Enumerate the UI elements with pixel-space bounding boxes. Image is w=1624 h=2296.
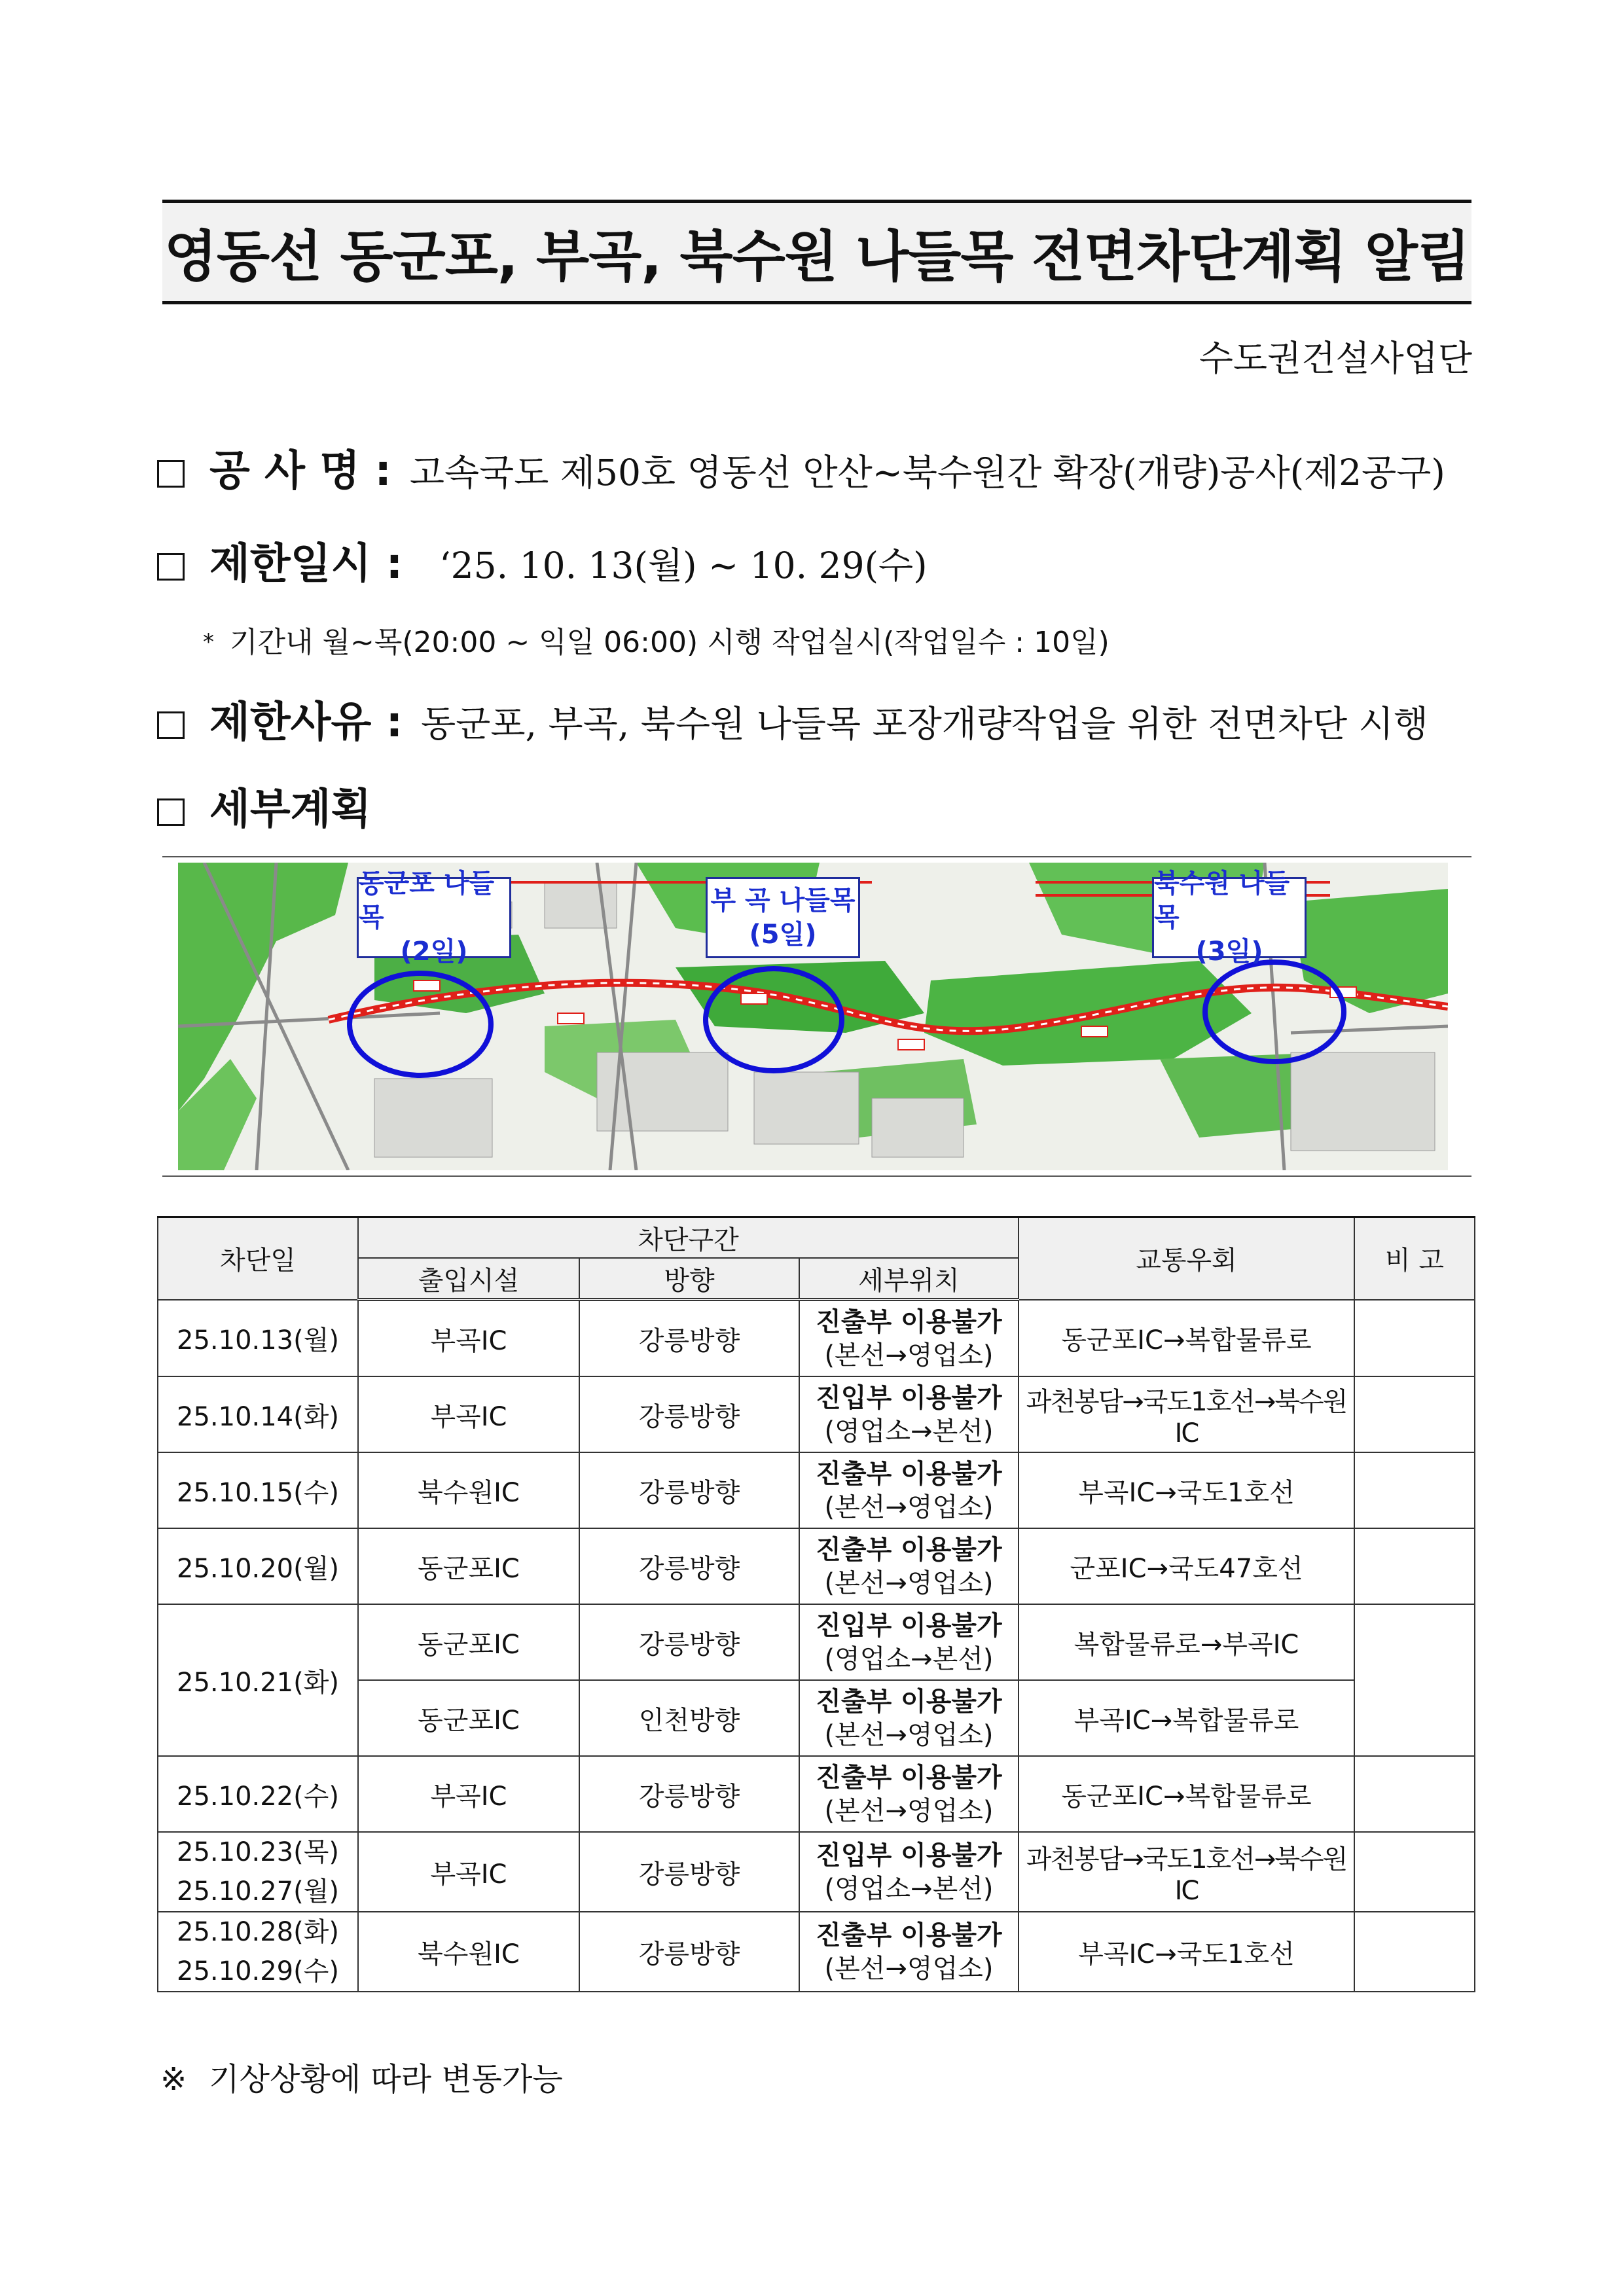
location-sub: (본선→영업소) (824, 1954, 994, 1984)
location-sub: (본선→영업소) (824, 1340, 994, 1371)
page-title: 영동선 동군포, 부곡, 북수원 나들목 전면차단계획 알림 (164, 224, 1470, 289)
cell-remarks (1354, 1832, 1475, 1912)
cell-remarks (1354, 1452, 1475, 1528)
location-sub: (본선→영업소) (824, 1568, 994, 1598)
table-row (158, 1300, 1475, 1377)
dates-label: 제한일시 : (209, 540, 403, 588)
date-start: 25.10.23(목) (177, 1837, 339, 1867)
cell-direction: 강릉방향 (579, 1376, 799, 1452)
cell-remarks (1354, 1756, 1475, 1832)
cell-direction: 강릉방향 (579, 1912, 799, 1992)
callout-days: (3일) (1195, 937, 1263, 967)
cell-facility: 부곡IC (358, 1832, 579, 1912)
cell-detour: 군포IC→국도47호선 (1019, 1528, 1354, 1604)
date-end: 25.10.29(수) (177, 1956, 339, 1986)
callout-days: (2일) (400, 937, 468, 967)
cell-detour: 부곡IC→국도1호선 (1019, 1912, 1354, 1992)
reason-label: 제한사유 : (209, 698, 403, 747)
cell-direction: 강릉방향 (579, 1756, 799, 1832)
cell-facility: 동군포IC (358, 1528, 579, 1604)
location-sub: (영업소→본선) (824, 1416, 994, 1446)
location-sub: (본선→영업소) (824, 1796, 994, 1826)
cell-direction: 강릉방향 (579, 1300, 799, 1377)
table-row (158, 1756, 1475, 1832)
cell-date (158, 1912, 358, 1992)
dates-note-text: 기간내 월~목(20:00 ~ 익일 06:00) 시행 작업실시(작업일수 : 10일) (230, 626, 1110, 659)
cell-direction: 강릉방향 (579, 1452, 799, 1528)
organization-name: 수도권건설사업단 (1199, 338, 1472, 379)
reason-value: 동군포, 부곡, 북수원 나들목 포장개량작업을 위한 전면차단 시행 (421, 703, 1428, 745)
project-item (157, 437, 1445, 497)
location-main: 진출부 이용불가 (816, 1920, 1002, 1950)
cell-remarks (1354, 1376, 1475, 1452)
cell-location (799, 1300, 1019, 1377)
map-top-rule (162, 856, 1471, 857)
cell-remarks (1354, 1912, 1475, 1992)
detail-label: 세부계획 (209, 785, 372, 834)
cell-facility: 동군포IC (358, 1680, 579, 1756)
callout-days: (5일) (749, 920, 817, 950)
date-end: 25.10.27(월) (177, 1876, 339, 1907)
checkbox-square-icon (157, 460, 185, 488)
cell-direction: 인천방향 (579, 1680, 799, 1756)
cell-location (799, 1756, 1019, 1832)
callout-name: 북수원 나들목 (1154, 869, 1290, 933)
cell-date: 25.10.15(수) (158, 1452, 358, 1528)
cell-facility: 북수원IC (358, 1452, 579, 1528)
cell-location (799, 1528, 1019, 1604)
cell-facility: 북수원IC (358, 1912, 579, 1992)
cell-facility: 동군포IC (358, 1604, 579, 1680)
cell-date: 25.10.20(월) (158, 1528, 358, 1604)
location-main: 진출부 이용불가 (816, 1763, 1002, 1793)
callout-dongunpo (357, 869, 511, 967)
cell-facility: 부곡IC (358, 1756, 579, 1832)
checkbox-square-icon (157, 798, 185, 826)
cell-remarks (1354, 1300, 1475, 1377)
cell-location (799, 1376, 1019, 1452)
location-sub: (본선→영업소) (824, 1492, 994, 1522)
asterisk-mark: * (203, 629, 214, 655)
table-row (158, 1912, 1475, 1992)
checkbox-square-icon (157, 553, 185, 581)
callout-name: 부 곡 나들목 (710, 886, 856, 916)
callout-bugsuwon (1152, 869, 1307, 967)
cell-location (799, 1604, 1019, 1680)
location-sub: (영업소→본선) (824, 1874, 994, 1904)
dates-note (203, 619, 1110, 660)
footnote (160, 2054, 563, 2099)
cell-detour: 과천봉담→국도1호선→북수원IC (1019, 1832, 1354, 1912)
location-main: 진입부 이용불가 (816, 1840, 1002, 1871)
cell-date: 25.10.13(월) (158, 1300, 358, 1377)
cell-facility: 부곡IC (358, 1300, 579, 1377)
cell-remarks (1354, 1528, 1475, 1604)
cell-detour: 동군포IC→복합물류로 (1019, 1756, 1354, 1832)
title-banner (162, 200, 1471, 304)
cell-detour: 부곡IC→국도1호선 (1019, 1452, 1354, 1528)
header-detour: 교통우회 (1019, 1217, 1354, 1300)
cell-date: 25.10.14(화) (158, 1376, 358, 1452)
table-row (158, 1452, 1475, 1528)
reference-mark-icon: ※ (160, 2061, 187, 2098)
cell-detour: 동군포IC→복합물류로 (1019, 1300, 1354, 1377)
table-row (158, 1604, 1475, 1680)
location-main: 진입부 이용불가 (816, 1611, 1002, 1641)
table-row (158, 1832, 1475, 1912)
callout-name: 동군포 나들목 (359, 869, 495, 933)
date-start: 25.10.28(화) (177, 1917, 339, 1947)
header-direction: 방향 (579, 1258, 799, 1300)
cell-direction: 강릉방향 (579, 1604, 799, 1680)
table-row (158, 1376, 1475, 1452)
header-location: 세부위치 (799, 1258, 1019, 1300)
header-date: 차단일 (158, 1217, 358, 1300)
dates-item (157, 530, 928, 590)
cell-date (158, 1832, 358, 1912)
callout-bugok (706, 877, 860, 958)
detail-item (157, 776, 371, 836)
location-main: 진출부 이용불가 (816, 1687, 1002, 1717)
cell-location (799, 1912, 1019, 1992)
header-remarks: 비 고 (1354, 1217, 1475, 1300)
map-bottom-rule (162, 1175, 1471, 1177)
location-main: 진출부 이용불가 (816, 1307, 1002, 1337)
project-label: 공 사 명 : (209, 447, 391, 495)
location-main: 진출부 이용불가 (816, 1535, 1002, 1565)
cell-detour: 복합물류로→부곡IC (1019, 1604, 1354, 1680)
location-sub: (본선→영업소) (824, 1720, 994, 1750)
cell-direction: 강릉방향 (579, 1832, 799, 1912)
project-value: 고속국도 제50호 영동선 안산~북수원간 확장(개량)공사(제2공구) (409, 452, 1445, 493)
reason-item (157, 689, 1428, 749)
dates-value: ‘25. 10. 13(월) ~ 10. 29(수) (439, 545, 928, 586)
checkbox-square-icon (157, 711, 185, 739)
footnote-text: 기상상황에 따라 변동가능 (209, 2061, 563, 2098)
cell-detour: 부곡IC→복합물류로 (1019, 1680, 1354, 1756)
table-row (158, 1528, 1475, 1604)
header-section: 차단구간 (358, 1217, 1019, 1259)
cell-detour: 과천봉담→국도1호선→북수원IC (1019, 1376, 1354, 1452)
header-facility: 출입시설 (358, 1258, 579, 1300)
cell-location (799, 1680, 1019, 1756)
cell-remarks (1354, 1604, 1475, 1756)
cell-facility: 부곡IC (358, 1376, 579, 1452)
location-main: 진입부 이용불가 (816, 1383, 1002, 1413)
cell-date: 25.10.22(수) (158, 1756, 358, 1832)
location-main: 진출부 이용불가 (816, 1459, 1002, 1489)
cell-date: 25.10.21(화) (158, 1604, 358, 1756)
location-sub: (영업소→본선) (824, 1644, 994, 1674)
cell-direction: 강릉방향 (579, 1528, 799, 1604)
cell-location (799, 1452, 1019, 1528)
table-header-row (158, 1217, 1475, 1259)
closure-schedule-table (157, 1216, 1475, 1992)
cell-location (799, 1832, 1019, 1912)
